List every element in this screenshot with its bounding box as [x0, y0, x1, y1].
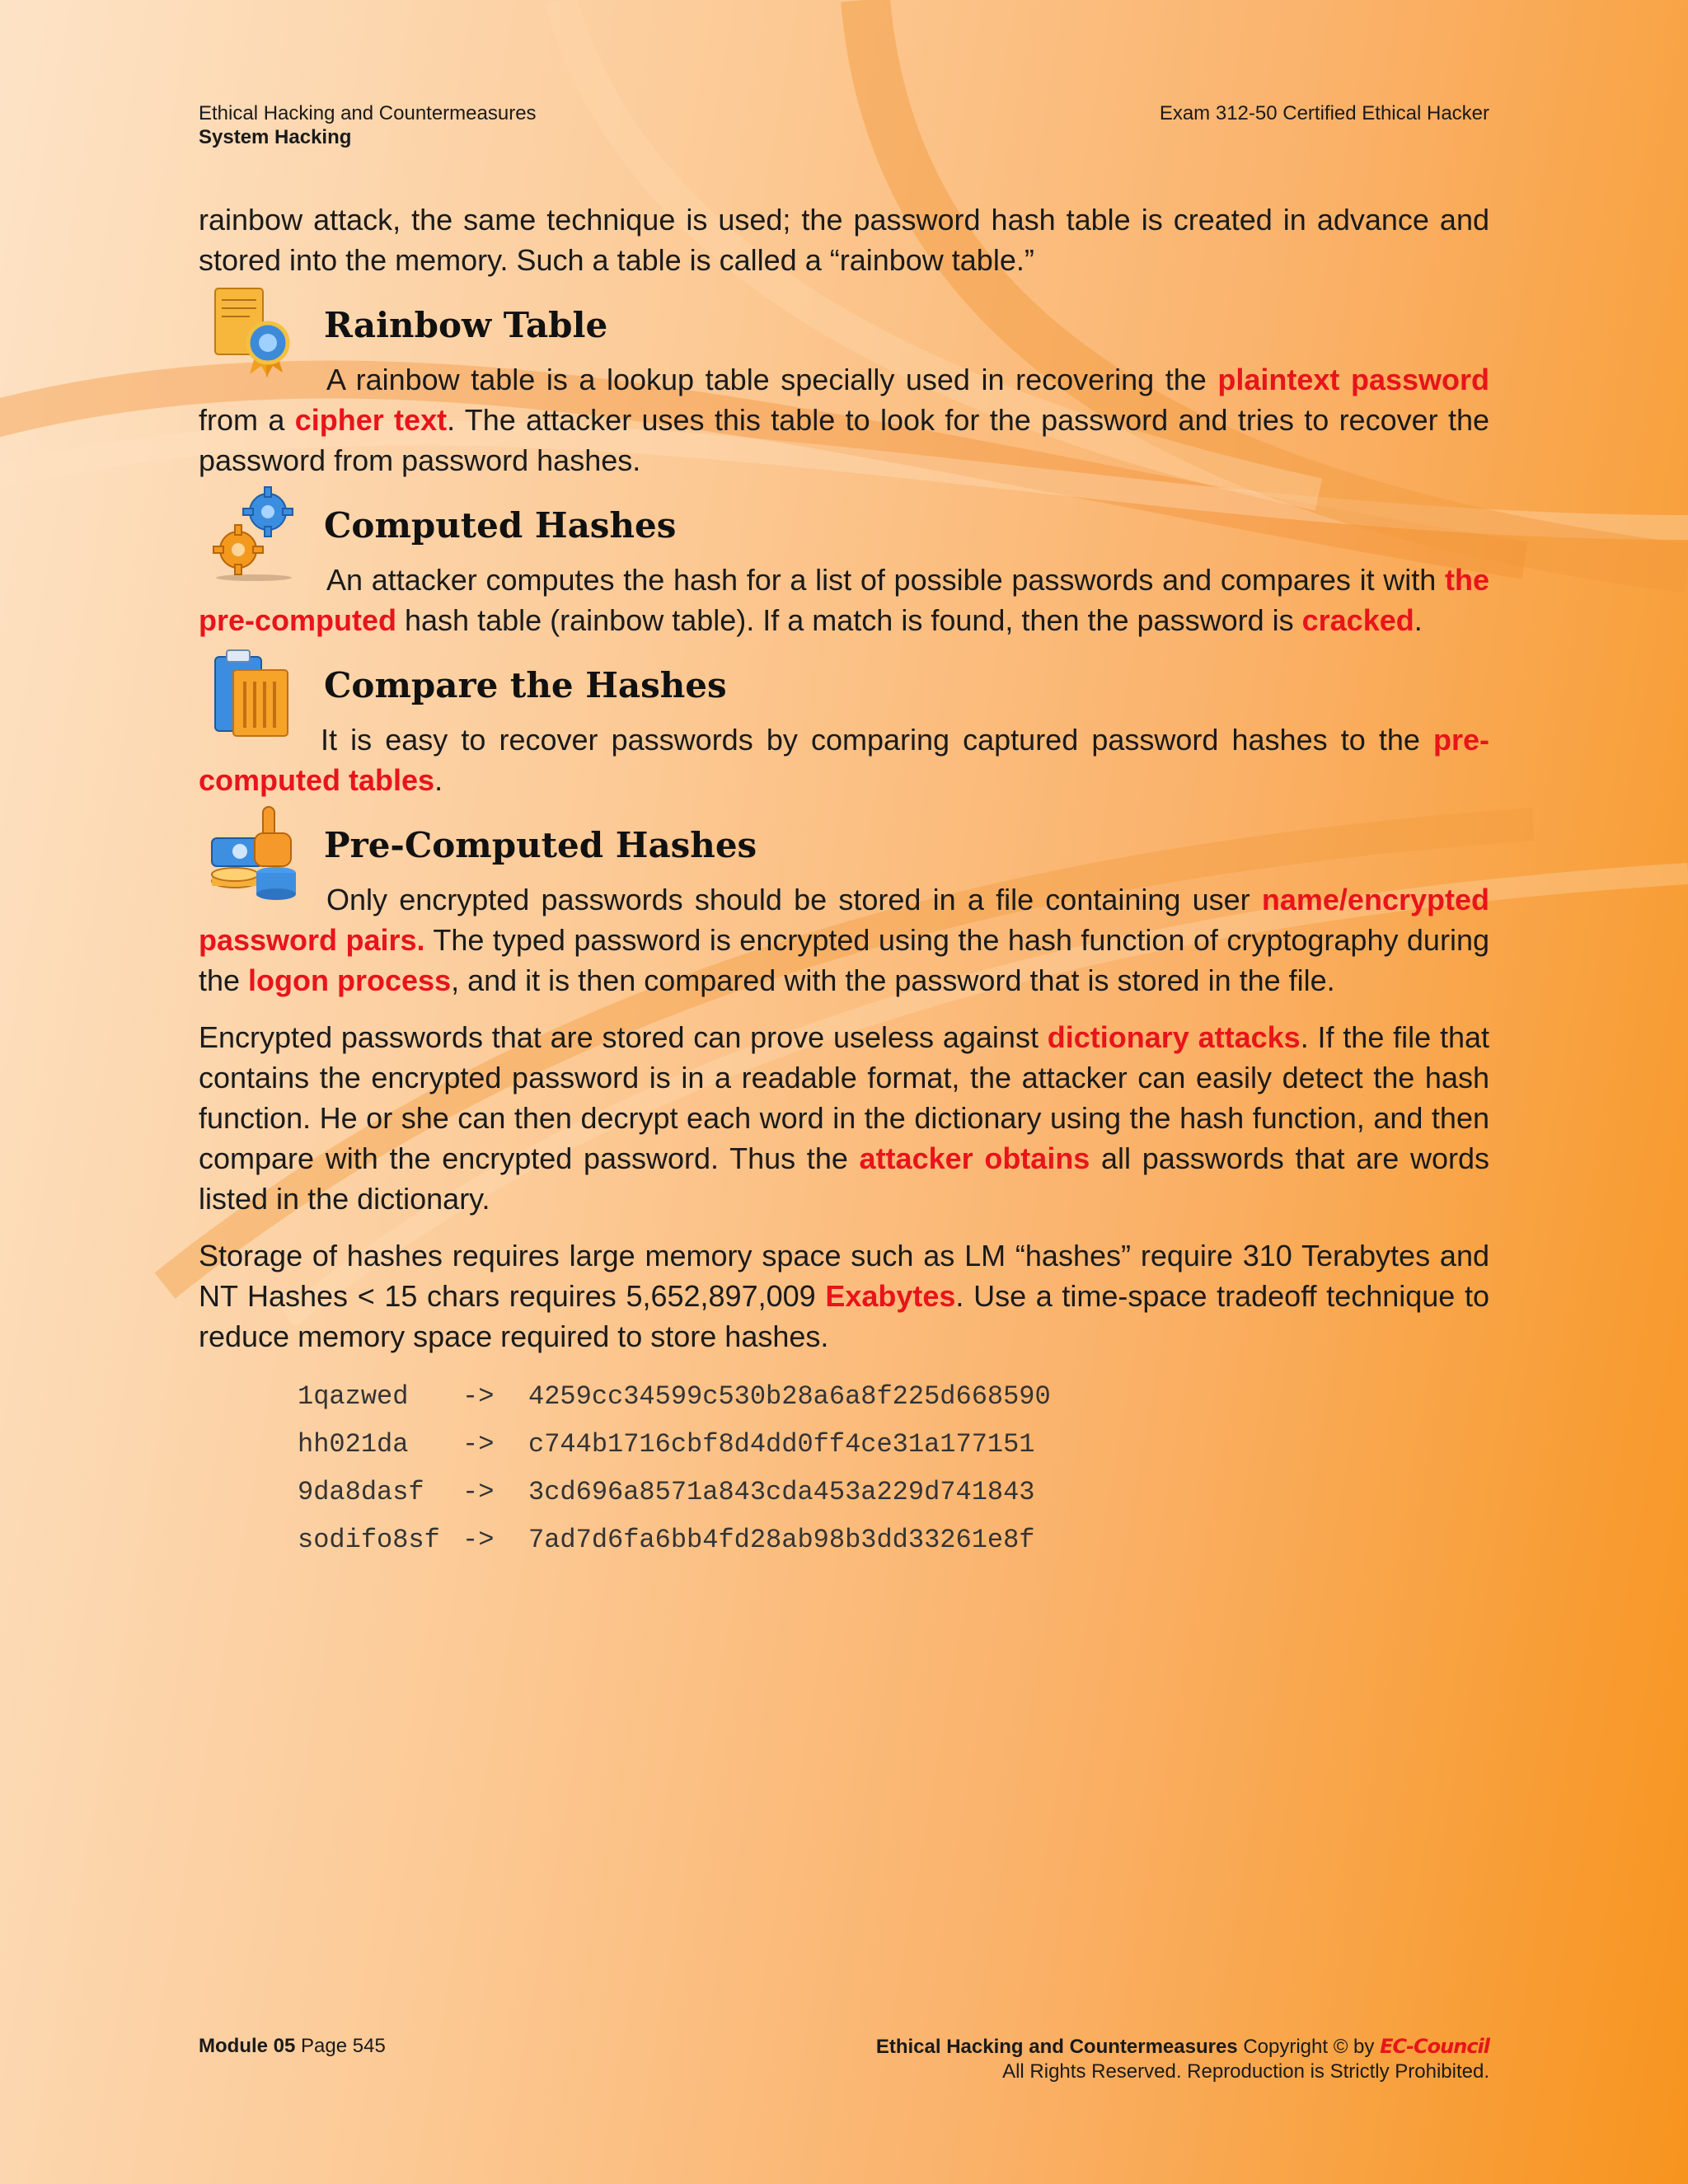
text-run: The typed password is encrypted using the hash function of cryptography during the	[199, 923, 1489, 997]
hash-arrow: ->	[462, 1429, 495, 1460]
highlight-text: logon process	[248, 963, 452, 997]
section-header	[199, 817, 1489, 879]
highlight-text: cipher text	[294, 403, 448, 437]
ec-council-logo: EC-Council	[1380, 2035, 1489, 2058]
section-pre-computed-hashes	[199, 817, 1489, 1001]
text-run: A rainbow table is a lookup table specially used in recovering the	[326, 363, 1218, 396]
copyright-course: Ethical Hacking and Countermeasures	[875, 2036, 1238, 2058]
course-title: Ethical Hacking and Countermeasures	[199, 102, 537, 124]
hash-word: sodifo8sf	[298, 1525, 440, 1555]
section-header	[199, 657, 1489, 719]
text-run: It is easy to recover passwords by comparing captured password hashes to the	[321, 723, 1433, 757]
hash-value: 4259cc34599c530b28a6a8f225d668590	[528, 1381, 1051, 1412]
footer-right	[876, 2034, 1489, 2084]
text-run: Storage of hashes requires large memory space such as LM “hashes” require 310 Terabytes and NT Hashes < 15 chars requires 5,652,897,009	[199, 1239, 1489, 1313]
section-title: Compare the Hashes	[324, 665, 727, 705]
intro-paragraph: rainbow attack, the same technique is used; the password hash table is created in advance and stored into the memory. Such a table is called a “rainbow table.”	[199, 203, 1489, 277]
text-run: Only encrypted passwords should be stored in a file containing user	[326, 883, 1262, 916]
section-paragraph	[199, 359, 1489, 480]
hash-arrow: ->	[462, 1381, 495, 1412]
section-paragraph	[199, 560, 1489, 640]
certificate-icon	[209, 285, 299, 384]
text-run: .	[1414, 603, 1423, 637]
text-run: . If the file that contains the encrypted password is in a readable format, the attacker can easily detect the hash function. He or she can then decrypt each word in the dictionary using the hash function, and then compare with the encrypted password. Thus the	[199, 1020, 1490, 1175]
section-header	[199, 297, 1489, 359]
header-left	[199, 101, 537, 149]
hash-value: 7ad7d6fa6bb4fd28ab98b3dd33261e8f	[528, 1525, 1035, 1555]
module-title: System Hacking	[199, 126, 352, 148]
module-label: Module 05	[199, 2035, 296, 2057]
rights-line: All Rights Reserved. Reproduction is Strictly Prohibited.	[1002, 2060, 1489, 2083]
exam-title: Exam 312-50 Certified Ethical Hacker	[1159, 102, 1489, 124]
text-run: all passwords that are words listed in the dictionary.	[199, 1141, 1489, 1216]
hash-row	[298, 1469, 1489, 1516]
hash-word: 9da8dasf	[298, 1477, 424, 1507]
highlight-text: cracked	[1301, 603, 1414, 637]
section-paragraph	[199, 719, 1489, 800]
footer-left	[199, 2034, 386, 2059]
text-run: , and it is then compared with the password that is stored in the file.	[451, 963, 1335, 997]
section-title: Rainbow Table	[324, 305, 608, 345]
hash-arrow: ->	[462, 1477, 495, 1507]
hash-row	[298, 1421, 1489, 1469]
section-title: Pre-Computed Hashes	[324, 825, 757, 865]
hash-row	[298, 1516, 1489, 1564]
highlight-text: dictionary attacks	[1047, 1020, 1301, 1054]
section-compare-hashes	[199, 657, 1489, 800]
highlight-text: pre-computed tables	[199, 723, 1489, 797]
hash-value: 3cd696a8571a843cda453a229d741843	[528, 1477, 1035, 1507]
dictionary-paragraph	[199, 1017, 1489, 1219]
section-header	[199, 497, 1489, 560]
text-run: hash table (rainbow table). If a match is found, then the password is	[396, 603, 1302, 637]
text-run: .	[434, 763, 443, 797]
hash-row	[298, 1373, 1489, 1421]
highlight-text: the pre-computed	[199, 563, 1489, 637]
hash-arrow: ->	[462, 1525, 495, 1555]
hash-word: hh021da	[298, 1429, 409, 1460]
main-content	[199, 199, 1489, 1564]
section-rainbow-table	[199, 297, 1489, 480]
clipboard-icon	[209, 645, 299, 744]
hand-database-icon	[209, 805, 299, 904]
highlight-text: name/encrypted password pairs.	[199, 883, 1489, 957]
section-title: Computed Hashes	[324, 505, 677, 546]
highlight-text: Exabytes	[825, 1279, 956, 1313]
hash-table	[298, 1373, 1489, 1564]
hash-value: c744b1716cbf8d4dd0ff4ce31a177151	[528, 1429, 1035, 1460]
copyright-text: Copyright © by	[1243, 2036, 1375, 2058]
gears-icon	[209, 485, 299, 584]
section-computed-hashes	[199, 497, 1489, 640]
storage-paragraph	[199, 1235, 1489, 1357]
page-label: Page 545	[301, 2035, 386, 2057]
highlight-text: attacker obtains	[859, 1141, 1090, 1175]
text-run: . Use a time-space tradeoff technique to reduce memory space required to store hashes.	[199, 1279, 1489, 1353]
text-run: from a	[199, 403, 295, 437]
copyright-line	[876, 2034, 1489, 2060]
section-paragraph	[199, 879, 1489, 1001]
highlight-text: plaintext password	[1217, 363, 1489, 396]
hash-word: 1qazwed	[298, 1381, 409, 1412]
text-run: An attacker computes the hash for a list of possible passwords and compares it with	[326, 563, 1445, 597]
text-run: . The attacker uses this table to look for the password and tries to recover the password from password hashes.	[199, 403, 1489, 477]
text-run: Encrypted passwords that are stored can prove useless against	[199, 1020, 1048, 1054]
